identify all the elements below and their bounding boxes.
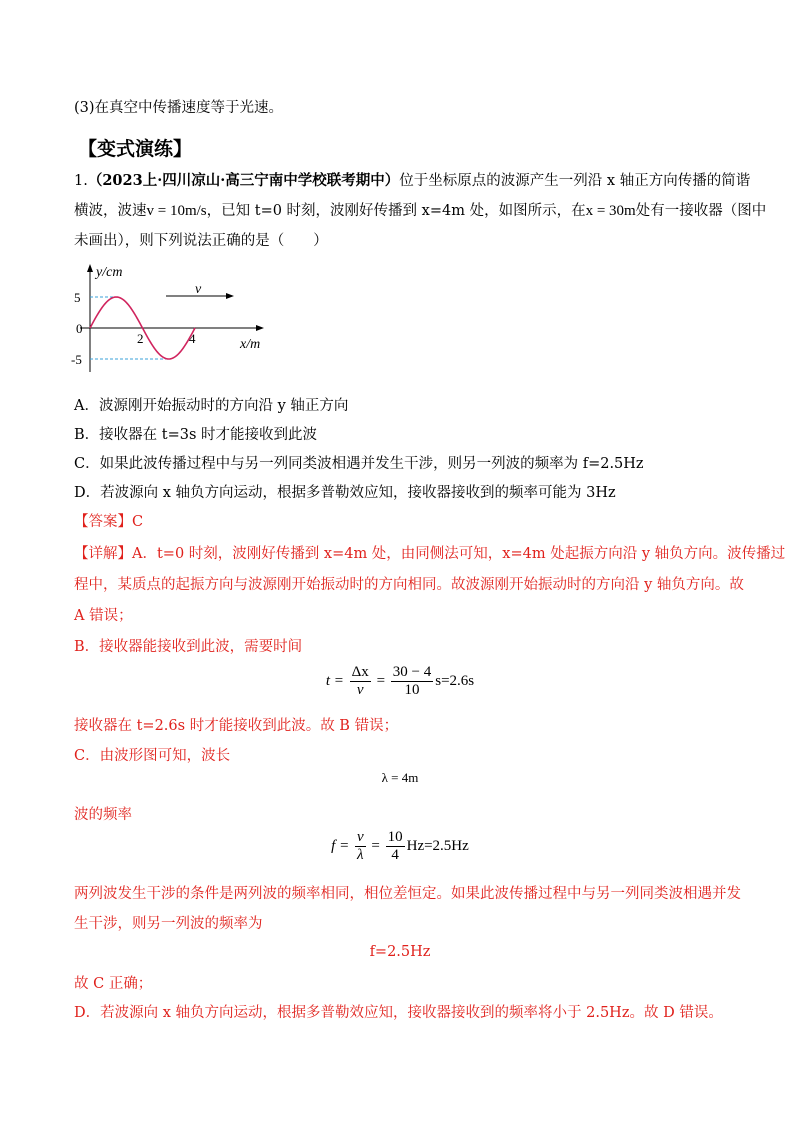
- question-line-2: [74, 201, 766, 221]
- x-tick-2: 2: [137, 331, 144, 346]
- explanation-b-1: B．接收器能接收到此波，需要时间: [74, 639, 303, 655]
- formula-time-frac2-den: 10: [404, 682, 420, 698]
- formula-frequency-lhs: f =: [331, 837, 350, 854]
- formula-time-frac2-num: 30 − 4: [392, 664, 432, 680]
- question-source: （2023上·四川凉山·高三宁南中学校联考期中）: [87, 172, 400, 189]
- formula-time-tail: s=2.6s: [435, 672, 475, 689]
- y-axis-arrow: [87, 264, 93, 272]
- position-expression: x = 30m: [585, 203, 636, 219]
- formula-frequency-tail: Hz=2.5Hz: [406, 837, 469, 854]
- option-a: A．波源刚开始振动时的方向沿 y 轴正方向: [74, 398, 349, 414]
- formula-time-eq: =: [376, 672, 386, 689]
- formula-frequency-frac2: [386, 829, 405, 864]
- formula-frequency-eq: =: [371, 837, 380, 854]
- formula-time-frac1-den: v: [356, 682, 364, 698]
- formula-time-frac1-num: Δx: [351, 664, 369, 680]
- question-stem-2b: ，已知 t=0 时刻，波刚好传播到 x=4m 处，如图所示，在: [206, 203, 586, 219]
- question-line-3: 未画出），则下列说法正确的是（ ）: [74, 233, 328, 249]
- answer-line: 【答案】C: [74, 514, 144, 530]
- y-axis-label: y/cm: [96, 265, 123, 280]
- option-c: C．如果此波传播过程中与另一列同类波相遇并发生干涉，则另一列波的频率为 f=2.5Hz: [74, 456, 644, 472]
- question-line-1: [74, 171, 750, 191]
- formula-time-frac1: [350, 664, 371, 699]
- option-d: D．若波源向 x 轴负方向运动，根据多普勒效应知，接收器接收到的频率可能为 3Hz: [74, 485, 616, 501]
- formula-frequency-frac1-den: λ: [357, 847, 364, 863]
- formula-frequency: [0, 829, 800, 864]
- formula-frequency-frac1-num: v: [356, 829, 364, 845]
- x-axis-label: x/m: [240, 337, 261, 352]
- velocity-label: v: [195, 282, 202, 297]
- question-stem-2a: 横波，波速: [74, 203, 147, 219]
- formula-frequency-frac2-num: 10: [387, 829, 403, 845]
- wave-graph: [68, 262, 278, 377]
- explanation-c-3: 两列波发生干涉的条件是两列波的频率相同，相位差恒定。如果此波传播过程中与另一列同类波相遇并发: [74, 886, 741, 902]
- formula-time-frac2: [391, 664, 433, 699]
- explanation-a-3: A 错误；: [74, 608, 133, 624]
- formula-frequency-frac2-den: 4: [391, 847, 399, 863]
- explanation-c-1: C．由波形图可知，波长: [74, 748, 231, 764]
- explanation-a-2: 程中，某质点的起振方向与波源刚开始振动时的方向相同。故波源刚开始振动时的方向沿 y 轴负方向。故: [74, 577, 744, 593]
- explanation-b-2: 接收器在 t=2.6s 时才能接收到此波。故 B 错误；: [74, 718, 399, 734]
- section-title: 【变式演练】: [78, 138, 193, 160]
- explanation-c-5: 故 C 正确；: [74, 976, 153, 992]
- explanation-c-2: 波的频率: [74, 807, 132, 823]
- velocity-arrowhead: [226, 293, 234, 299]
- formula-frequency-frac1: [355, 829, 366, 864]
- question-stem-2c: 处有一接收器（图中: [635, 203, 767, 219]
- y-tick-neg5: -5: [71, 352, 82, 367]
- explanation-a-1: 【详解】A．t=0 时刻，波刚好传播到 x=4m 处，由同侧法可知，x=4m 处起振方向沿 y 轴负方向。波传播过: [74, 546, 786, 562]
- formula-wavelength: λ = 4m: [381, 770, 419, 785]
- formula-frequency-result: f=2.5Hz: [369, 944, 431, 960]
- explanation-c-4: 生干涉，则另一列波的频率为: [74, 916, 263, 932]
- formula-time: [0, 664, 800, 699]
- question-number: 1.: [74, 173, 88, 189]
- option-b: B．接收器在 t=3s 时才能接收到此波: [74, 427, 318, 443]
- speed-expression: v = 10m/s: [146, 203, 207, 219]
- intro-line: (3)在真空中传播速度等于光速。: [74, 100, 284, 116]
- y-tick-5: 5: [74, 290, 81, 305]
- explanation-d-1: D．若波源向 x 轴负方向运动，根据多普勒效应知，接收器接收到的频率将小于 2.5Hz。故 D 错误。: [74, 1005, 723, 1021]
- x-tick-4: 4: [189, 331, 196, 346]
- formula-time-lhs: t =: [325, 672, 344, 689]
- y-tick-0: 0: [76, 321, 83, 336]
- x-axis-arrow: [256, 325, 264, 331]
- question-stem-1: 位于坐标原点的波源产生一列沿 x 轴正方向传播的简谐: [399, 173, 751, 189]
